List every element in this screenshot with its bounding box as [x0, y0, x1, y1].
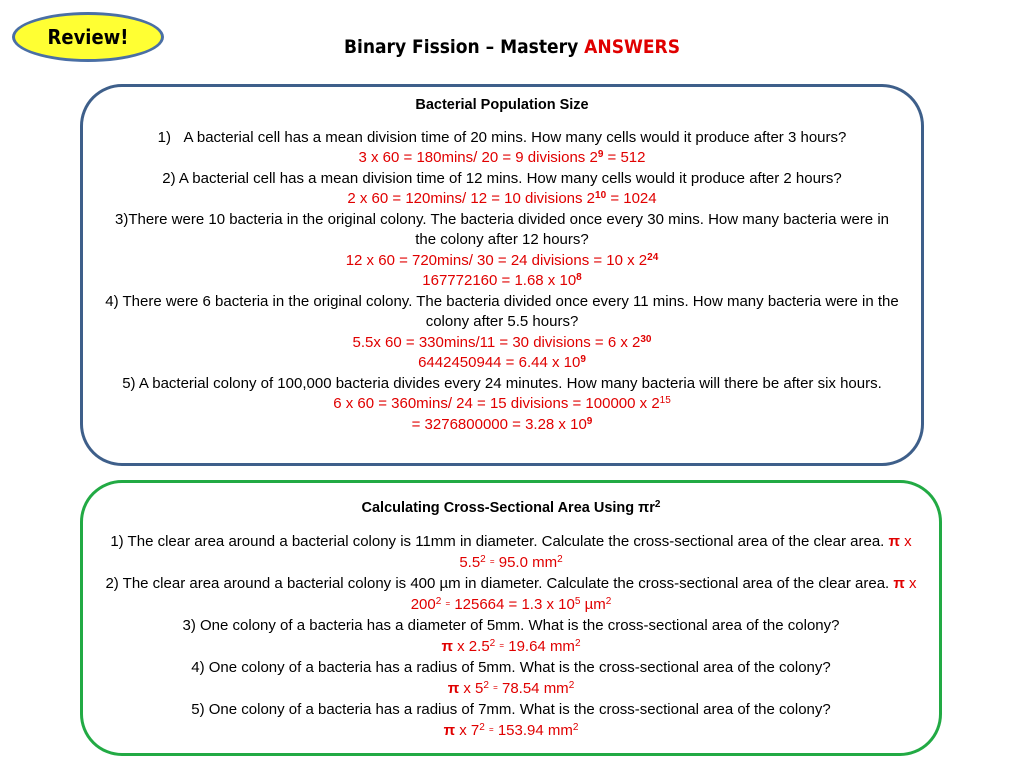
area-section-title-exponent: 2	[654, 499, 661, 510]
answer-2-result: = 1024	[606, 190, 657, 207]
population-question-5: 5) A bacterial colony of 100,000 bacteria divides every 24 minutes. How many bacteria will there be after six hours.	[122, 374, 882, 392]
answer-2-text: 2 x 60 = 120mins/ 12 = 10 divisions 2	[347, 190, 596, 207]
equals-sign: =	[445, 599, 451, 608]
answer-5a-exponent: 15	[659, 395, 671, 406]
area-section-title-text: Calculating Cross-Sectional Area Using πr	[361, 500, 655, 516]
area-answer-3-text: x 2.5	[452, 638, 490, 655]
area-section-title	[83, 498, 939, 519]
population-answer-3b	[83, 271, 921, 292]
answer-3a-exponent: 24	[647, 251, 659, 263]
equals-sign: =	[488, 725, 494, 734]
area-answer-1-exponent: 2	[480, 554, 486, 565]
area-answer-1-unit-exponent: 2	[557, 554, 563, 565]
population-answer-2	[83, 189, 921, 210]
population-answer-5b	[83, 415, 921, 436]
population-answer-4b	[83, 353, 921, 374]
answer-1-result: = 512	[603, 149, 646, 166]
answer-4b-exponent: 9	[580, 354, 586, 365]
answer-2-exponent: 10	[595, 190, 607, 201]
page-title-text: Binary Fission – Mastery	[343, 36, 579, 58]
area-answer-2-result: 125664 = 1.3 x 10	[454, 596, 575, 613]
answer-4a-exponent: 30	[640, 333, 652, 345]
area-answer-1-result: 95.0 mm	[498, 554, 558, 571]
population-answer-4a	[83, 333, 921, 354]
answer-5b-exponent: 9	[586, 415, 593, 427]
population-question-3: 3)There were 10 bacteria in the original colony. The bacteria divided once every 30 mins. How many bacteria were in the colony after 12 hours?	[114, 210, 889, 248]
answer-3b-text: 167772160 = 1.68 x 10	[422, 272, 577, 289]
equals-sign: =	[489, 557, 495, 566]
area-answer-4	[83, 678, 939, 700]
review-badge-label: Review!	[47, 25, 129, 49]
area-question-2-text: 2) The clear area around a bacterial colony is 400 µm in diameter. Calculate the cross-sectional area of the clear area.	[105, 574, 894, 592]
area-answer-4-result: 78.54 mm	[501, 680, 569, 697]
area-answer-5-result: 153.94 mm	[497, 722, 573, 739]
population-question-4: 4) There were 6 bacteria in the original colony. The bacteria divided once every 11 mins. How many bacteria were in the colony after 5.5 hours?	[105, 292, 899, 330]
area-question-1-text: 1) The clear area around a bacterial colony is 11mm in diameter. Calculate the cross-sectional area of the clear area.	[110, 532, 889, 550]
area-question-2	[83, 574, 939, 616]
answer-1-text: 3 x 60 = 180mins/ 20 = 9 divisions 2	[358, 149, 598, 166]
area-answer-5-unit-exponent: 2	[572, 722, 579, 733]
area-question-4: 4) One colony of a bacteria has a radius of 5mm. What is the cross-sectional area of the colony?	[191, 658, 831, 676]
area-section	[80, 480, 942, 756]
area-answer-2-unit: µm	[580, 596, 606, 613]
area-answer-5	[83, 720, 939, 742]
population-answer-1	[83, 148, 921, 169]
answer-5b-text: = 3276800000 = 3.28 x 10	[411, 415, 587, 433]
equals-sign: =	[493, 683, 498, 692]
population-answer-3a	[83, 251, 921, 272]
population-section-title: Bacterial Population Size	[415, 97, 589, 113]
population-answer-5a	[83, 394, 921, 415]
answer-3b-exponent: 8	[576, 272, 582, 283]
area-answer-2-power-exponent: 5	[574, 596, 581, 607]
pi-symbol: π	[893, 574, 905, 592]
answer-3a-text: 12 x 60 = 720mins/ 30 = 24 divisions = 10 x 2	[345, 251, 648, 269]
answer-5a-text: 6 x 60 = 360mins/ 24 = 15 divisions = 100000 x 2	[333, 395, 660, 412]
answer-4b-text: 6442450944 = 6.44 x 10	[418, 354, 581, 371]
area-answer-5-text: x 7	[455, 722, 480, 739]
question-1-text: A bacterial cell has a mean division time of 20 mins. How many cells would it produce after 3 hours?	[183, 128, 847, 146]
area-question-5: 5) One colony of a bacteria has a radius of 7mm. What is the cross-sectional area of the colony?	[191, 700, 831, 718]
area-answer-2-exponent: 2	[435, 596, 442, 607]
area-answer-3-unit-exponent: 2	[574, 638, 581, 649]
area-answer-5-exponent: 2	[479, 722, 485, 733]
page-title-answers: ANSWERS	[584, 36, 681, 58]
pi-symbol: π	[441, 638, 453, 655]
area-answer-1-text: x 5.5	[459, 532, 912, 571]
pi-symbol: π	[447, 680, 460, 697]
population-question-2: 2) A bacterial cell has a mean division time of 12 mins. How many cells would it produce after 2 hours?	[162, 169, 842, 187]
pi-symbol: π	[443, 722, 456, 739]
area-answer-4-unit-exponent: 2	[568, 680, 575, 691]
area-answer-3	[83, 636, 939, 658]
page-title	[0, 36, 1024, 58]
population-question-1	[83, 128, 921, 149]
equals-sign: =	[499, 641, 505, 650]
area-question-3: 3) One colony of a bacteria has a diameter of 5mm. What is the cross-sectional area of the colony?	[182, 616, 840, 634]
area-answer-3-result: 19.64 mm	[508, 638, 575, 655]
area-answer-4-text: x 5	[459, 680, 484, 697]
question-1-number: 1)	[157, 128, 171, 146]
pi-symbol: π	[888, 532, 900, 550]
area-answer-4-exponent: 2	[483, 680, 489, 691]
area-answer-2-text: x 200	[410, 574, 917, 613]
area-answer-3-exponent: 2	[489, 638, 496, 649]
answer-1-exponent: 9	[597, 149, 604, 160]
answer-4a-text: 5.5x 60 = 330mins/11 = 30 divisions = 6 x 2	[352, 333, 641, 351]
area-question-1	[83, 532, 939, 574]
area-answer-2-unit-exponent: 2	[605, 596, 612, 607]
population-section	[80, 84, 924, 466]
